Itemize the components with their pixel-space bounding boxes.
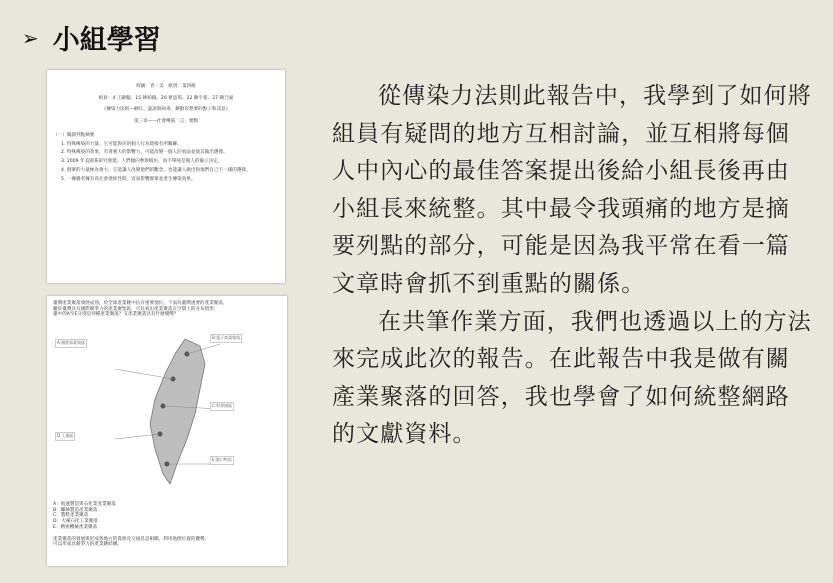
slide-title xyxy=(22,18,161,57)
reflection-text xyxy=(332,78,812,454)
doc1-header-line: 第三章——社會傳染「言」要點 xyxy=(133,119,199,125)
doc2-footer-line: 可以形成具競爭力的產業鏈結構。 xyxy=(53,542,122,548)
doc1-section-heading: （一）閱讀列點摘要 xyxy=(53,132,95,138)
taiwan-map xyxy=(57,334,245,494)
doc1-header-line: 組員：4 王顯翰、15 陳柏翰、20 連思琪、22 陳宇希、27 陳乃嘉 xyxy=(98,95,234,101)
doc2-paragraph-line: 臺中的A至E分別是何種產業聚落？又產業聚落具有什麼優勢？ xyxy=(53,312,179,318)
doc1-header-line: 班級：青一美 組別：第四組 xyxy=(136,84,196,89)
doc1-list-item: 2. 特殊傳染的效果，有著強大的影響力，可能改變一個人的看法並使其做出選擇。 xyxy=(61,150,228,156)
doc2-answer-line: C：製鞋產業聚落 xyxy=(53,513,89,519)
map-label-box: C:科學園區 xyxy=(210,402,234,411)
document-thumbnail-industry-map xyxy=(47,296,287,566)
doc1-list-item: 4. 群眾的力量極為強大，它能讓人改變他們的觀念，也能讓人做出和他們自己不一樣的選擇。 xyxy=(61,167,251,173)
document-thumbnail-summary xyxy=(47,70,285,283)
doc2-answer-line: B：螺絲製造產業聚落 xyxy=(53,507,98,513)
doc2-answer-line: D：大溪石化工業聚落 xyxy=(53,519,98,525)
doc1-list-item: 1. 特殊傳染的力量，它可能與你的個人行為間接有所關聯。 xyxy=(61,141,182,147)
taiwan-map-shape xyxy=(95,334,245,494)
map-label-box: D:工業區 xyxy=(55,432,75,441)
doc2-paragraph-line: 臺灣產業聚落發展成熟，於全球產業鏈中佔有重要地位。下面為臺灣重要的產業聚落， xyxy=(53,301,228,306)
reflection-paragraph-2: 在共筆作業方面，我們也透過以上的方法來完成此次的報告。在此報告中我是做有關產業聚落的回答，我也學會了如何統整網路的文獻資料。 xyxy=(332,308,812,448)
map-label-box: A:國營事業聚落 xyxy=(55,339,87,348)
map-label-box: B:電子產業聚落 xyxy=(210,334,242,343)
doc1-list-item: 3. 2009 年美國某研究發現，人們傾向參與模仿，而不單純是個人的獨立決定。 xyxy=(61,159,223,165)
doc2-footer-line: 產業聚落的發展與形成與地方的資源及交通息息相關，利用地理位置的優勢， xyxy=(53,536,210,542)
reflection-paragraph-1: 從傳染力法則此報告中，我學到了如何將組員有疑問的地方互相討論，並互相將每個人中內心的最佳答案提出後給小組長後再由小組長來統整。其中最令我頭痛的地方是摘要列點的部分，可能是因為我平常在看一篇文章時會抓不到重點的關係。 xyxy=(332,83,812,297)
doc1-header-line: 《傳染力法則—網紅、說說與病毒，擴散你想要的點子和訊息》 xyxy=(101,107,231,113)
doc2-answer-line: E：精密機械產業聚落 xyxy=(53,524,98,530)
slide-title-text: 小組學習 xyxy=(52,25,161,56)
doc2-answer-line: A：航運製造與石化業產業聚落 xyxy=(53,502,116,507)
map-label-box: E:港口物流 xyxy=(210,456,234,465)
arrow-bullet-icon: ➢ xyxy=(22,25,39,50)
doc1-list-item: 5. 一傳播者擁有高社會連結性時，容易影響群眾並產生傳染效果。 xyxy=(61,176,196,182)
doc2-paragraph-line: 屬於臺灣具有國際競爭力的產業聚集區，可以看出產業聚落在空間上的分布情形； xyxy=(53,306,219,312)
